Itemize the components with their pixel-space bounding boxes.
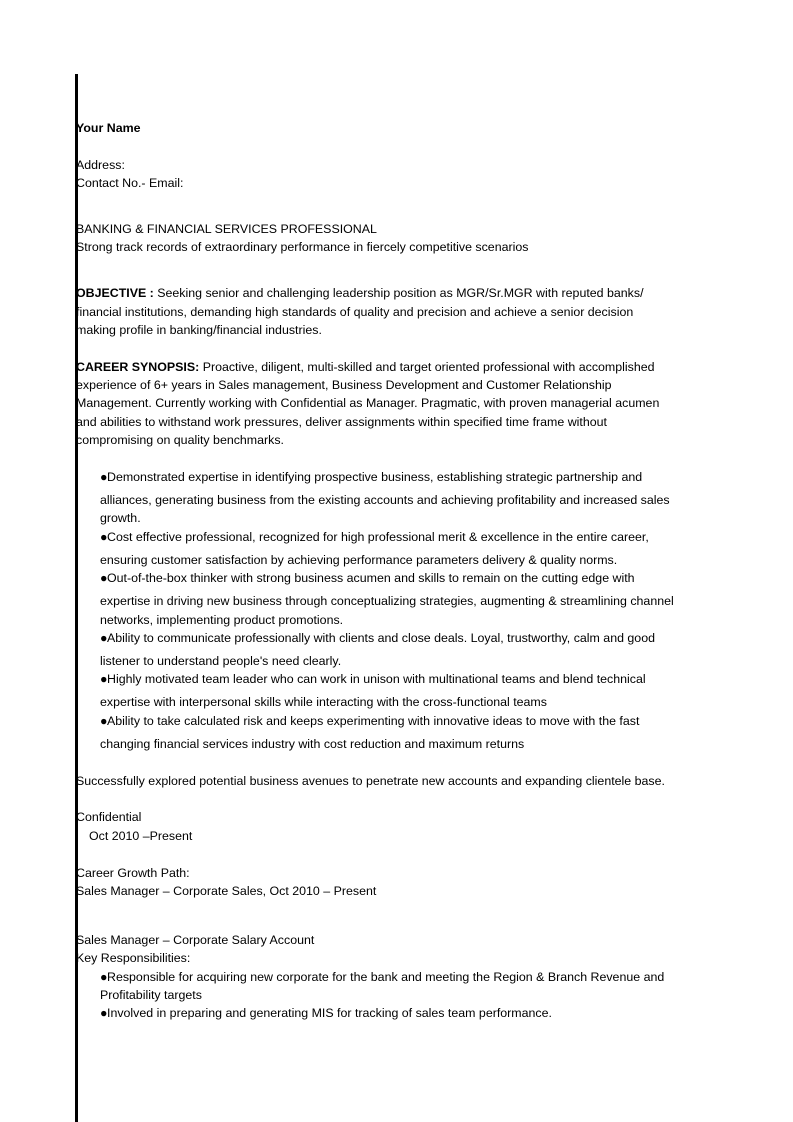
responsibilities-list — [76, 968, 716, 1023]
career-growth-line: Sales Manager – Corporate Sales, Oct 2010 – Present — [76, 884, 377, 899]
company-name: Confidential — [76, 810, 142, 825]
bullet-icon: ● — [100, 969, 108, 984]
highlights-list — [76, 468, 716, 753]
list-item: ●Ability to take calculated risk and keeps experimenting with innovative ideas to move with the fast changing financial services industry with cost reduction and maximum returns — [100, 713, 640, 751]
contact-line: Contact No.- Email: — [76, 176, 184, 191]
bullet-icon: ● — [100, 529, 108, 544]
role-title: Sales Manager – Corporate Salary Account — [76, 932, 315, 947]
list-item: ●Highly motivated team leader who can work in unison with multinational teams and blend technical expertise with interpersonal skills while interacting with the cross-functional teams — [100, 672, 646, 710]
bullet-icon: ● — [100, 631, 108, 646]
list-item: ●Ability to communicate professionally with clients and close deals. Loyal, trustworthy, calm and good listener to understand people's need clearly. — [100, 631, 655, 669]
headline-tagline: Strong track records of extraordinary performance in fiercely competitive scenarios — [76, 240, 529, 255]
address-line: Address: — [76, 157, 125, 172]
candidate-name: Your Name — [76, 121, 141, 135]
career-synopsis-section — [76, 358, 716, 450]
responsibilities-label: Key Responsibilities: — [76, 951, 191, 966]
list-item: ●Out-of-the-box thinker with strong business acumen and skills to remain on the cutting edge with expertise in driving new business through conceptualizing strategies, augmenting & streamlining channel networks, implementing product promotions. — [100, 571, 674, 627]
list-item: ●Demonstrated expertise in identifying prospective business, establishing strategic partnership and alliances, generating business from the existing accounts and achieving profitability and increased sales growth. — [100, 470, 670, 526]
objective-text-line: making profile in banking/financial industries. — [76, 322, 322, 337]
synopsis-text-line: Management. Currently working with Confidential as Manager. Pragmatic, with proven managerial acumen — [76, 396, 660, 411]
synopsis-text-line: compromising on quality benchmarks. — [76, 433, 284, 448]
synopsis-text-line: and abilities to withstand work pressures, deliver assignments within specified time frame without — [76, 414, 607, 429]
headline-title: BANKING & FINANCIAL SERVICES PROFESSIONAL — [76, 221, 377, 236]
list-item: ●Involved in preparing and generating MIS for tracking of sales team performance. — [100, 1004, 716, 1022]
bullet-icon: ● — [100, 672, 108, 687]
employment-section — [76, 808, 716, 1022]
objective-section — [76, 284, 716, 339]
employment-dates: Oct 2010 –Present — [89, 828, 193, 843]
objective-text-line: Seeking senior and challenging leadership position as MGR/Sr.MGR with reputed banks/ — [153, 286, 644, 301]
career-synopsis-label: CAREER SYNOPSIS: — [76, 359, 200, 374]
bullet-icon: ● — [100, 571, 108, 586]
career-growth-label: Career Growth Path: — [76, 865, 190, 880]
resume-document — [76, 119, 716, 1023]
objective-text-line: financial institutions, demanding high standards of quality and precision and achieve a senior decision — [76, 304, 634, 319]
list-item: ●Responsible for acquiring new corporate for the bank and meeting the Region & Branch Revenue and Profitability targets — [100, 969, 665, 1002]
synopsis-text-line: Proactive, diligent, multi-skilled and target oriented professional with accomplished — [199, 359, 655, 374]
bullet-icon: ● — [100, 470, 108, 485]
list-item: ●Cost effective professional, recognized for high professional merit & excellence in the entire career, ensuring customer satisfaction by achieving performance parameters delivery & quality norms. — [100, 529, 649, 567]
synopsis-text-line: experience of 6+ years in Sales management, Business Development and Customer Relationship — [76, 378, 612, 393]
bullet-icon: ● — [100, 713, 108, 728]
objective-label: OBJECTIVE : — [76, 286, 154, 301]
bullet-icon: ● — [100, 1006, 108, 1021]
summary-line: Successfully explored potential business avenues to penetrate new accounts and expanding clientele base. — [76, 773, 665, 788]
